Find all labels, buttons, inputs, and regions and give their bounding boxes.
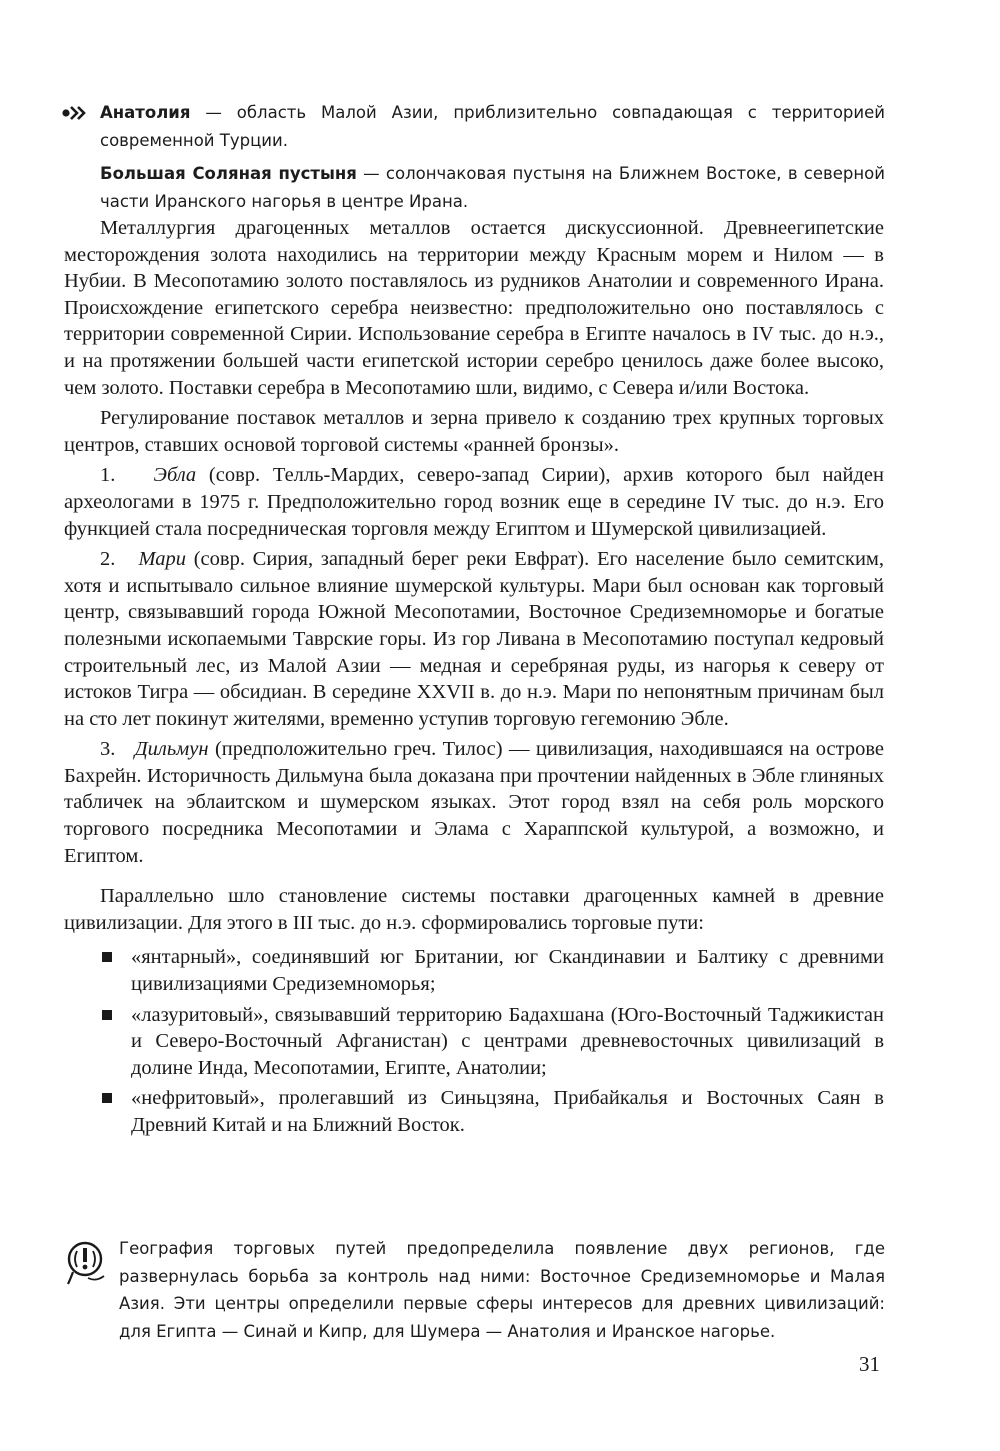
square-bullet-icon — [102, 952, 112, 962]
item-text: (совр. Сирия, западный берег реки Евфрат). Его население было семитским, хотя и испытывало сильное влияние шумерской культуры. Мари был основан как торговый центр, связывавший города Южной Месопотамии, Восточное Средиземноморье и богатые полезными ископаемыми Таврские горы. Из гор Ливана в Месопотамию поступал кедровый строительный лес, из Малой Азии — медная и серебряная руды, из нагорья к северу от истоков Тигра — обсидиан. В середине XXVII в. до н.э. Мари по непонятным причинам был на сто лет покинут жителями, временно уступив торговую гегемонию Эбле. — [64, 548, 885, 730]
item-number: 1. — [100, 464, 116, 487]
square-bullet-icon — [102, 1010, 112, 1020]
list-item — [64, 1002, 884, 1082]
paragraph: Металлургия драгоценных металлов остается дискуссионной. Древнеегипетские месторождения золота находились на территории между Красным морем и Нилом — в Нубии. В Месопотамию золото поставлялось из рудников Анатолии и современного Ирана. Происхождение египетского серебра неизвестно: предположительно оно поставлялось с территории современной Сирии. Использование серебра в Египте началось в IV тыс. до н.э., и на протяжении большей части египетской истории серебро ценилось даже более высоко, чем золото. Поставки серебра в Месопотамию шли, видимо, с Севера и/или Востока. — [64, 217, 884, 399]
numbered-item — [64, 736, 884, 869]
glossary-entry — [100, 160, 885, 216]
item-text: (совр. Телль-Мардих, северо-запад Сирии), архив которого был найден археологами в 1975 г. Предположительно город возник еще в середине IV тыс. до н.э. Его функцией стала посредническая торговля между Египтом и Шумерской цивилизацией. — [64, 464, 884, 540]
note-box: География торговых путей предопределила появление двух регионов, где развернулась борьба за контроль над ними: Восточное Средиземноморье и Малая Азия. Эти центры определили первые сферы интересов для древних цивилизаций: для Египта — Синай и Кипр, для Шумера — Анатолия и Иранское нагорье. — [119, 1239, 885, 1341]
list-item-text: «лазуритовый», связывавший территорию Бадахшана (Юго-Восточный Таджикистан и Северо-Восточный Афганистан) с центрами древневосточных цивилизаций в долине Инда, Месопотамии, Египте, Анатолии; — [131, 1003, 884, 1079]
list-item — [64, 944, 884, 997]
numbered-item — [64, 546, 884, 732]
glossary-term: Анатолия — [100, 103, 191, 122]
glossary-box — [100, 99, 885, 221]
list-item-text: «янтарный», соединявший юг Британии, юг Скандинавии и Балтику с древними цивилизациями Средиземноморья; — [131, 946, 884, 996]
item-name: Мари — [138, 548, 187, 571]
item-name: Дильмун — [134, 738, 209, 761]
numbered-item — [64, 462, 884, 542]
page-number: 31 — [859, 1352, 880, 1376]
item-text: (предположительно греч. Тилос) — цивилизация, находившаяся на острове Бахрейн. Историчность Дильмуна была доказана при прочтении найденных в Эбле глиняных табличек на эблаитском и шумерском языках. Этот город взял на себя роль морского торгового посредника Месопотамии и Элама с Хараппской культурой, а возможно, и Египтом. — [64, 738, 885, 867]
main-text — [64, 215, 884, 1143]
list-item — [64, 1085, 884, 1138]
item-name: Эбла — [153, 464, 197, 487]
item-number: 2. — [100, 548, 116, 571]
paragraph: Параллельно шло становление системы поставки драгоценных камней в древние цивилизации. Для этого в III тыс. до н.э. сформировались торговые пути: — [64, 885, 884, 934]
arrow-bullet-icon — [62, 105, 88, 121]
glossary-entry — [100, 99, 885, 155]
paragraph: Регулирование поставок металлов и зерна привело к созданию трех крупных торговых центров, ставших основой торговой системы «ранней бронзы». — [64, 407, 884, 456]
glossary-term: Большая Соляная пустыня — [100, 164, 357, 183]
item-number: 3. — [100, 738, 116, 761]
glossary-definition: — область Малой Азии, приблизительно совпадающая с территорией современной Турции. — [100, 103, 885, 150]
bullet-list — [64, 944, 884, 1138]
list-item-text: «нефритовый», пролегавший из Синьцзяна, Прибайкалья и Восточных Саян в Древний Китай и на Ближний Восток. — [131, 1087, 884, 1136]
glossary-definition: — солончаковая пустыня на Ближнем Востоке, в северной части Иранского нагорья в центре Ирана. — [100, 164, 885, 211]
square-bullet-icon — [102, 1093, 112, 1103]
attention-icon — [64, 1238, 106, 1288]
